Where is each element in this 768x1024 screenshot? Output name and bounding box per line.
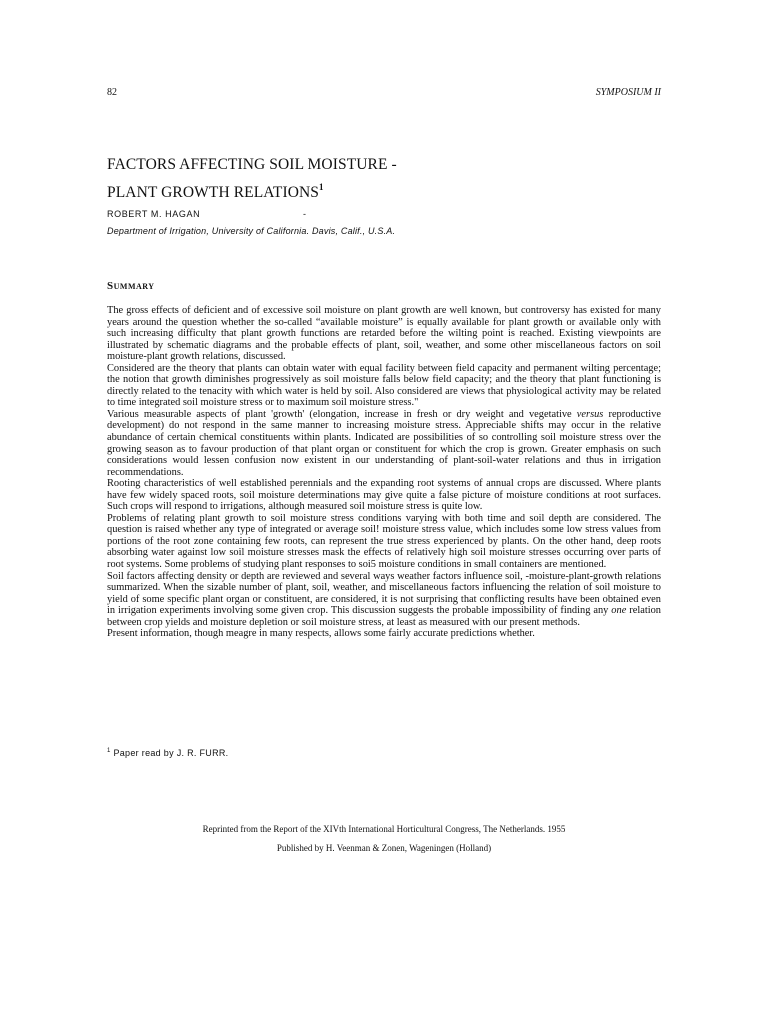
p6-text-after: relation between crop yields and moisture depletion or soil moisture stress, at least as measured with our present methods.: [107, 605, 661, 628]
reprint-line-1: Reprinted from the Report of the XIVth International Horticultural Congress, The Netherlands. 1955: [202, 824, 566, 834]
summary-paragraph-1: The gross effects of deficient and of excessive soil moisture on plant growth are well known, but controversy has existed for many years around the question whether the so-called “available moisture” is equally available for plant growth or available only with such increasing difficulty that plant growth functions are retarded before the wilting point is reached. Existing viewpoints are illustrated by schematic diagrams and the probable effects of plant, soil, weather, and some other miscellaneous factors on soil moisture-plant growth relations, discussed.: [107, 305, 661, 363]
title-footnote-mark: 1: [319, 182, 324, 192]
reprint-notice: [107, 820, 661, 858]
summary-paragraph-7: Present information, though meagre in many respects, allows some fairly accurate predictions whether.: [107, 628, 535, 640]
author-affiliation: Department of Irrigation, University of California. Davis, Calif., U.S.A.: [107, 226, 396, 236]
p3-text-after: reproductive development) do not respond in the same manner to increasing moisture stress. Appreciable shifts may occur in the relative abundance of certain chemical constituents within plants. Indicated are possibilities of so controlling soil moisture stress over the growing season as to favour production of that plant organ or constituent for which the crop is grown. Greater emphasis on such considerations would lessen confusion now existent in our understanding of plant-soil-water relations and thus in irrigation recommendations.: [107, 408, 661, 478]
page-number: 82: [107, 87, 117, 98]
summary-paragraph-2: Considered are the theory that plants can obtain water with equal facility between field capacity and permanent wilting percentage; the notion that growth diminishes progressively as soil moisture falls below field capacity; and the theory that plant functioning is directly related to the tenacity with which water is held by soil. Also considered are views that physiological activity may be related to time integrated soil moisture stress or to maximum soil moisture stress.": [107, 362, 661, 409]
summary-paragraph-3: [107, 409, 661, 478]
footnote: [107, 748, 661, 758]
summary-heading: Summary: [107, 280, 155, 292]
p3-italic-versus: versus: [576, 408, 604, 420]
running-header: [107, 87, 661, 98]
summary-paragraph-4: Rooting characteristics of well established perennials and the expanding root systems of annual crops are discussed. Where plants have few widely spaced roots, soil moisture determinations may give quite a false picture of moisture conditions at root surfaces. Such crops will respond to irrigations, although measured soil moisture stress is quite low.: [107, 478, 661, 513]
p6-text-before: Soil factors affecting density or depth are reviewed and several ways weather factors influence soil, -moisture-plant-growth relations summarized. When the sizable number of plant, soil, weather, and miscellaneous factors influencing the relation of soil moisture to yield of some specific plant organ or constituent, are considered, it is not surprising that conflicting results have been obtained even in irrigation experiments involving some given crop. This discussion suggests the probable impossibility of finding any: [107, 570, 661, 617]
author-dash: -: [303, 209, 307, 219]
summary-paragraph-5: Problems of relating plant growth to soil moisture stress conditions varying with both time and soil depth are considered. The question is raised whether any type of integrated or average soil! moisture stress value, which includes some low stress values from portions of the root zone containing few roots, can represent the true stress experienced by plants. On the other hand, deep roots absorbing water against low soil moisture stresses mask the effects of relatively high soil moisture stresses occurring over parts of root systems. Some problems of studying plant responses to soi5 moisture conditions in small containers are mentioned.: [107, 512, 661, 571]
p3-text-before: Various measurable aspects of plant 'growth' (elongation, increase in fresh or dry weight and vegetative: [107, 408, 577, 420]
p6-italic-one: one: [611, 605, 627, 617]
author-line: [107, 209, 407, 219]
author-name: ROBERT M. HAGAN: [107, 209, 201, 219]
paper-title: [107, 153, 661, 204]
running-title: SYMPOSIUM II: [595, 87, 661, 98]
reprint-line-2: Published by H. Veenman & Zonen, Wageningen (Holland): [276, 843, 492, 853]
title-line-2: [107, 176, 661, 204]
summary-paragraph-6: [107, 571, 661, 629]
footnote-mark: 1: [107, 748, 111, 754]
summary-body: [107, 305, 661, 640]
title-line-1: FACTORS AFFECTING SOIL MOISTURE -: [107, 156, 397, 173]
footnote-text: Paper read by J. R. FURR.: [113, 748, 229, 758]
title-line-2-text: PLANT GROWTH RELATIONS: [107, 184, 320, 201]
